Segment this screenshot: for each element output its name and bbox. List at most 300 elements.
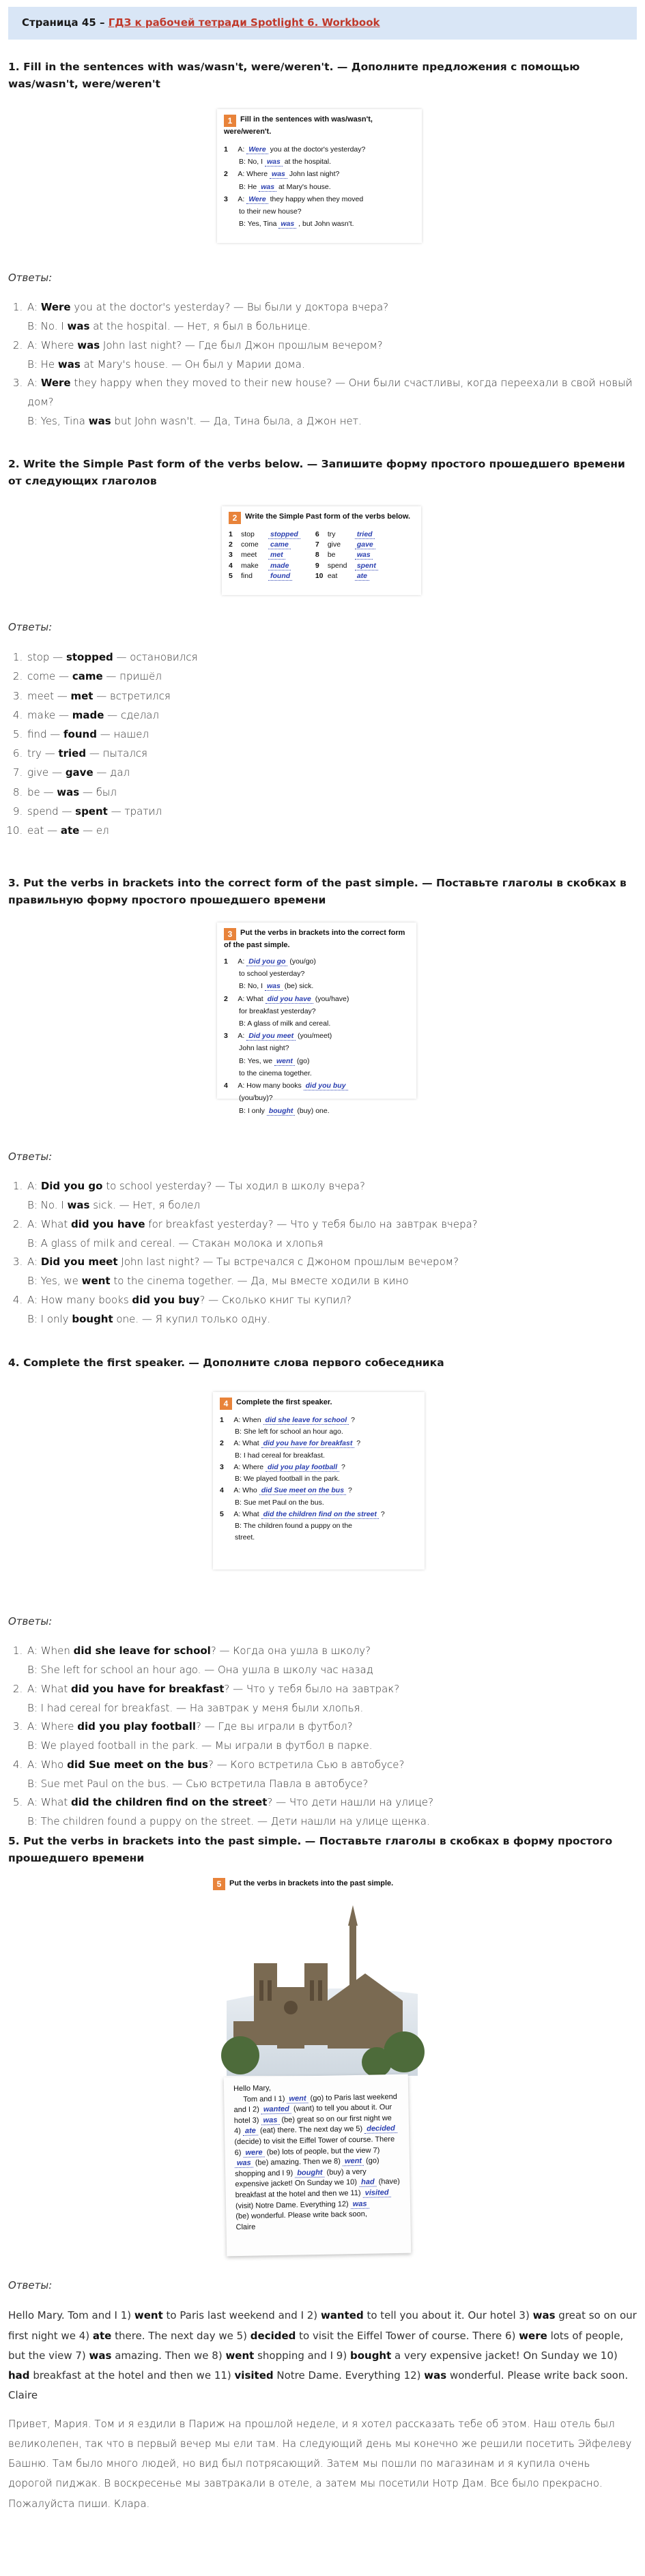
answer-item: [26, 744, 637, 763]
handwritten-answer: did you buy: [304, 1082, 348, 1090]
answer-text: B: I had cereal for breakfast. — На завтрак у меня были хлопья.: [27, 1701, 364, 1714]
answer-bold: was: [88, 414, 111, 427]
card-text: B: She left for school an hour ago.: [235, 1428, 343, 1436]
answers-label: Ответы:: [8, 1615, 53, 1627]
answer-line-b: [27, 356, 637, 375]
card-title: Complete the first speaker.: [236, 1398, 332, 1406]
answer-line-b: [27, 1699, 637, 1718]
card-text: A:: [238, 1032, 245, 1041]
answer-item: [26, 725, 637, 744]
card-text: ?: [356, 1439, 361, 1448]
answer-text: amazing. Then we 8): [111, 2349, 226, 2362]
card-header: [229, 512, 414, 524]
answer-bold: was: [67, 320, 90, 332]
exercise-2: [8, 456, 637, 490]
answer-bold: made: [72, 708, 104, 721]
card-text: B: Sue met Paul on the bus.: [235, 1498, 324, 1507]
exercise-number-badge: 3: [224, 928, 236, 940]
card-title: Write the Simple Past form of the verbs below.: [245, 512, 411, 521]
card-header: [220, 1398, 418, 1410]
handwritten-answer: spent: [355, 562, 378, 570]
answer-text: — был: [79, 785, 117, 798]
verb-base: find: [241, 571, 253, 580]
verb-base: stop: [241, 530, 255, 538]
line-number: 1: [220, 1416, 224, 1424]
cathedral-photo: [213, 1898, 425, 2076]
english-text: [8, 2306, 637, 2405]
answer-bold: found: [63, 728, 97, 740]
answer-text: ? — Когда она ушла в школу?: [210, 1645, 371, 1658]
answer-bold: bought: [72, 1312, 113, 1325]
exercise-1-image: [217, 109, 422, 243]
answer-text: make —: [27, 708, 72, 721]
exercise-4-image: [213, 1392, 425, 1569]
answer-line-b: [27, 412, 637, 431]
answer-bold: did you have: [71, 1217, 145, 1230]
answer-item: [26, 1680, 637, 1718]
exercise-heading: 5. Put the verbs in brackets into the past simple. — Поставьте глаголы в скобках в форму простого прошедшего времени: [8, 1835, 613, 1864]
answer-bold: was: [57, 785, 80, 798]
card-text: to school yesterday?: [239, 970, 305, 979]
card-line: [224, 1007, 410, 1017]
handwritten-answer: went: [287, 2094, 308, 2104]
card-text: to their new house?: [239, 207, 302, 216]
handwritten-answer: bought: [295, 2169, 324, 2178]
card-text: at the hospital.: [284, 158, 332, 167]
letter-text: Hello Mary,: [233, 2084, 271, 2094]
answers-label: Ответы:: [8, 621, 53, 633]
exercise-2-image: [222, 506, 421, 595]
letter-text: (be) wonderful. Please write back soon,: [235, 2210, 367, 2221]
line-number: 3: [224, 1032, 228, 1041]
answer-item: [26, 802, 637, 821]
card-text: B: Yes, we: [239, 1056, 273, 1065]
verb-row: [315, 530, 378, 540]
card-line: [224, 207, 415, 217]
answer-text: — нашел: [96, 728, 149, 740]
answers-label: Ответы:: [8, 272, 53, 284]
card-text: , but John wasn't.: [298, 220, 354, 229]
answer-line-b: [27, 1737, 637, 1756]
answer-text: — встретился: [93, 689, 171, 702]
line-number: 2: [220, 1439, 224, 1448]
card-line: [224, 194, 415, 205]
answers-5: [8, 2278, 637, 2514]
line-number: 3: [224, 194, 228, 203]
letter-text: (go) to Paris last weekend and I 2): [233, 2092, 397, 2115]
answer-item: [26, 1215, 637, 1254]
answer-line-b: [27, 1310, 637, 1329]
verb-row: [315, 540, 378, 550]
exercise-number-badge: 5: [213, 1878, 225, 1890]
verb-row: [229, 561, 300, 571]
answer-line-b: [27, 1272, 637, 1291]
answer-text: but John wasn't. — Да, Тина была, а Джон нет.: [111, 414, 362, 427]
answer-bold: did you have for breakfast: [71, 1682, 225, 1695]
answer-text: meet —: [27, 689, 71, 702]
card-text: A: Where: [238, 170, 268, 179]
answer-text: — ел: [79, 824, 109, 837]
letter-text: Claire: [235, 2223, 256, 2232]
exercise-heading: 2. Write the Simple Past form of the verbs below. — Запишите форму простого прошедшего времени от следующих глаголов: [8, 458, 625, 487]
answer-text: A: How many books: [27, 1293, 132, 1306]
answer-bold: Were: [40, 377, 71, 390]
answer-bold: was: [424, 2369, 447, 2382]
verb-number: 9: [315, 561, 319, 570]
answer-text: B: He: [27, 358, 58, 371]
line-number: 4: [220, 1486, 224, 1495]
handwritten-answer: wanted: [261, 2105, 291, 2115]
answer-text: — сделал: [104, 708, 159, 721]
line-number: 5: [220, 1509, 224, 1518]
answer-line-b: [27, 1234, 637, 1254]
card-text: B: Yes, Tina: [239, 220, 277, 229]
exercise-5-image: [213, 1878, 425, 2260]
handwritten-answer: ate: [243, 2127, 258, 2136]
verb-row: [315, 550, 378, 560]
answer-text: come —: [27, 670, 72, 683]
handwritten-answer: gave: [355, 540, 375, 549]
answer-bold: was: [67, 1199, 90, 1211]
answer-text: A: Where: [27, 338, 78, 351]
handwritten-answer: found: [268, 572, 292, 581]
answer-bold: did Sue meet on the bus: [67, 1758, 208, 1771]
card-text: A:: [238, 194, 245, 203]
answer-text: eat —: [27, 824, 61, 837]
card-text: B: A glass of milk and cereal.: [239, 1019, 331, 1028]
handwritten-answer: was: [261, 2116, 280, 2125]
card-title: Put the verbs in brackets into the past simple.: [229, 1879, 394, 1887]
answer-bold: was: [57, 358, 81, 371]
answer-text: B: No. I: [27, 320, 68, 332]
verb-column: [229, 530, 300, 581]
handwritten-answer: was: [351, 2199, 369, 2208]
answer-text: shopping and I 9): [254, 2349, 350, 2362]
verb-number: 6: [315, 530, 319, 538]
answer-text: B: The children found a puppy on the street. — Дети нашли на улице щенка.: [27, 1815, 430, 1827]
handwritten-answer: was: [270, 170, 287, 179]
card-line: [220, 1474, 418, 1484]
handwritten-answer: bought: [267, 1107, 296, 1116]
exercise-number-badge: 4: [220, 1398, 232, 1410]
answers-label: Ответы:: [8, 2279, 53, 2291]
card-text: A:: [238, 957, 245, 966]
answer-bold: did you play football: [77, 1720, 197, 1733]
verb-number: 4: [229, 561, 233, 570]
answer-line-a: [27, 1718, 637, 1737]
answer-text: you at the doctor's yesterday? — Вы были у доктора вчера?: [70, 301, 389, 314]
answers-4: [8, 1614, 637, 1832]
answer-bold: wanted: [320, 2309, 364, 2322]
answer-text: B: She left for school an hour ago. — Она ушла в школу час назад: [27, 1664, 373, 1676]
answer-line-a: [27, 1253, 637, 1272]
line-number: 4: [224, 1082, 228, 1090]
answer-item: [26, 783, 637, 802]
card-line: [224, 994, 410, 1004]
answer-bold: went: [81, 1275, 111, 1287]
letter-card: [224, 2074, 412, 2257]
handwritten-answer: was: [278, 220, 296, 229]
answer-text: ? — Что у тебя было на завтрак?: [224, 1682, 400, 1695]
answer-item: [26, 1718, 637, 1756]
letter-text: Tom and I 1): [243, 2094, 285, 2104]
card-text: B: He: [239, 182, 257, 191]
card-line: [220, 1533, 418, 1543]
answer-text: B: Yes, we: [27, 1275, 82, 1287]
answer-bold: did you buy: [132, 1293, 200, 1306]
answer-bold: was: [532, 2309, 556, 2322]
letter-text: (be) amazing. Then we 8): [255, 2157, 341, 2167]
answer-bold: was: [77, 338, 100, 351]
answer-text: ? — Сколько книг ты купил?: [199, 1293, 352, 1306]
card-line: [220, 1521, 418, 1531]
answer-line-a: [27, 1215, 637, 1234]
exercise-1: [8, 59, 637, 93]
answer-line-a: [27, 1642, 637, 1661]
handwritten-answer: was: [265, 982, 283, 991]
handwritten-answer: had: [359, 2178, 377, 2187]
answer-list: [8, 1177, 637, 1329]
handwritten-answer: was: [259, 183, 276, 192]
answer-text: to school yesterday? — Ты ходил в школу вчера?: [102, 1180, 365, 1193]
answers-label: Ответы:: [8, 1150, 53, 1163]
card-text: to the cinema together.: [239, 1069, 312, 1077]
handwritten-answer: Were: [246, 195, 268, 204]
card-text: ?: [351, 1416, 355, 1424]
verb-base: be: [327, 551, 336, 560]
answer-item: [26, 667, 637, 686]
answer-bold: was: [89, 2349, 112, 2362]
answer-line-b: [27, 1775, 637, 1794]
letter-text: (visit) Notre Dame. Everything 12): [235, 2199, 349, 2210]
letter-text: (decide) to visit the Eiffel Tower of course. There 6): [234, 2135, 395, 2157]
answer-item: [26, 374, 637, 431]
exercise-3: [8, 875, 637, 909]
answer-item: [26, 1177, 637, 1215]
answer-line-a: [27, 1291, 637, 1310]
answer-line-a: [27, 298, 637, 317]
answer-line-b: [27, 1196, 637, 1215]
answer-text: breakfast at the hotel and then we 11): [29, 2369, 235, 2382]
verb-row: [229, 571, 300, 581]
answer-text: one. — Я купил только одну.: [113, 1312, 271, 1325]
card-line: [224, 182, 415, 192]
workbook-link[interactable]: ГДЗ к рабочей тетради Spotlight 6. Workbook: [108, 16, 380, 29]
verb-number: 2: [229, 540, 233, 549]
card-line: [224, 1093, 410, 1103]
answer-text: to the cinema together. — Да, мы вместе ходили в кино: [110, 1275, 409, 1287]
card-line: [224, 1081, 410, 1091]
answer-text: A:: [27, 301, 41, 314]
answer-text: — дал: [93, 766, 130, 779]
exercise-heading: 4. Complete the first speaker. — Дополните слова первого собеседника: [8, 1357, 444, 1369]
card-line: [220, 1462, 418, 1473]
answer-text: John last night? — Ты встречался с Джоном прошлым вечером?: [117, 1256, 459, 1269]
answer-text: ? — Что дети нашли на улице?: [267, 1796, 434, 1809]
answer-line-b: [27, 317, 637, 336]
card-text: (you/have): [315, 994, 349, 1003]
answer-text: — пытался: [86, 747, 148, 760]
card-text: A: Who: [233, 1486, 257, 1495]
answer-text: find —: [27, 728, 64, 740]
card-text: street.: [235, 1533, 255, 1542]
card-text: (be) sick.: [284, 982, 314, 991]
answer-text: A: What: [27, 1217, 71, 1230]
answer-text: — остановился: [113, 651, 198, 664]
answer-text: sick. — Нет, я болел: [89, 1199, 201, 1211]
line-number: 3: [220, 1462, 224, 1471]
answer-item: [26, 1756, 637, 1794]
verb-base: make: [241, 561, 259, 570]
verb-number: 10: [315, 571, 324, 580]
answer-text: Hello Mary. Tom and I 1): [8, 2309, 134, 2322]
handwritten-answer: did you have: [266, 995, 313, 1004]
card-text: A: How many books: [238, 1082, 302, 1090]
verb-number: 3: [229, 551, 233, 560]
card-line: [224, 957, 410, 967]
answer-line-b: [27, 1661, 637, 1680]
answer-text: B: I only: [27, 1312, 72, 1325]
answer-text: B: Yes, Tina: [27, 414, 89, 427]
card-text: A: What: [233, 1439, 259, 1448]
line-number: 2: [224, 994, 228, 1003]
card-line: [224, 1069, 410, 1079]
answer-bold: Did you go: [40, 1180, 103, 1193]
answer-text: John last night? — Где был Джон прошлым вечером?: [100, 338, 383, 351]
handwritten-answer: decided: [364, 2124, 397, 2134]
card-line: [224, 169, 415, 179]
card-line: [224, 1019, 410, 1029]
answer-text: A:: [27, 1256, 41, 1269]
answer-bold: had: [8, 2369, 30, 2382]
line-number: 1: [224, 957, 228, 966]
answer-item: [26, 763, 637, 782]
card-line: [224, 145, 415, 155]
verb-base: give: [327, 540, 341, 549]
card-text: A: What: [238, 994, 263, 1003]
letter-text: (buy) a very expensive jacket! On Sunday we 10): [235, 2167, 367, 2189]
answer-bold: ate: [92, 2329, 112, 2342]
answer-item: [26, 821, 637, 840]
answer-text: try —: [27, 747, 59, 760]
answer-text: give —: [27, 766, 66, 779]
verb-row: [315, 561, 378, 571]
answer-line-a: [27, 1756, 637, 1775]
answer-text: lots of people, but the view 7): [8, 2329, 624, 2362]
handwritten-answer: Did you meet: [246, 1032, 296, 1041]
answer-bold: went: [134, 2309, 163, 2322]
card-line: [220, 1415, 418, 1426]
card-line: [224, 969, 410, 979]
answer-line-b: [27, 1812, 637, 1832]
verb-number: 8: [315, 551, 319, 560]
answer-text: A:: [27, 1180, 41, 1193]
verb-base: meet: [241, 551, 257, 560]
answer-item: [26, 1253, 637, 1291]
exercise-4: [8, 1355, 637, 1372]
answer-bold: went: [225, 2349, 255, 2362]
handwritten-answer: stopped: [268, 530, 300, 539]
breadcrumb: [8, 7, 637, 40]
card-text: B: I only: [239, 1106, 265, 1115]
answer-text: ? — Кого встретила Сью в автобусе?: [208, 1758, 405, 1771]
card-text: B: The children found a puppy on the: [235, 1521, 353, 1530]
verb-number: 5: [229, 571, 233, 580]
answer-item: [26, 298, 637, 336]
answer-item: [26, 1291, 637, 1329]
answer-text: wonderful. Please write back soon. Claire: [8, 2369, 629, 2402]
handwritten-answer: was: [355, 551, 373, 560]
card-text: A: Where: [233, 1462, 264, 1471]
answer-text: spend —: [27, 805, 76, 817]
exercise-number-badge: 2: [229, 512, 241, 524]
answer-item: [26, 686, 637, 706]
card-line: [220, 1486, 418, 1496]
answer-bold: did the children find on the street: [71, 1796, 268, 1809]
card-line: [224, 1043, 410, 1054]
handwritten-answer: was: [265, 158, 283, 167]
verb-row: [229, 540, 300, 550]
handwritten-answer: did the children find on the street: [261, 1510, 379, 1519]
answer-text: B: Sue met Paul on the bus. — Сью встретила Павла в автобусе?: [27, 1777, 369, 1790]
answers-1: [8, 270, 637, 431]
line-number: 1: [224, 145, 228, 154]
answer-line-a: [27, 1177, 637, 1196]
answer-bold: visited: [234, 2369, 274, 2382]
answer-text: B: A glass of milk and cereal. — Стакан молока и хлопья: [27, 1236, 324, 1249]
card-text: (you/buy)?: [239, 1094, 273, 1103]
answer-list: [8, 1642, 637, 1832]
card-line: [220, 1498, 418, 1508]
russian-translation: Привет, Мария. Том и я ездили в Париж на прошлой неделе, и я хотел рассказать тебе об этом. Наш отель был великолепен, так что в первый вечер мы ели там. На следующий день мы конечно же решили посетить Эйфелеву Башню. Там было много людей, но вид был потрясающий. Затем мы пошли по магазинам и я купила очень дорогой пиджак. В воскресенье мы завтракали в отеле, а затем мы посетили Нотр Дам. Все было прекрасно. Пожалуйста пиши. Клара.: [8, 2417, 632, 2510]
card-line: [220, 1427, 418, 1437]
answer-list: [8, 648, 637, 840]
letter-text: (be) great so on our first night we 4): [234, 2113, 392, 2136]
handwritten-answer: did you have for breakfast: [261, 1439, 355, 1448]
answer-bold: were: [519, 2329, 547, 2342]
verb-row: [229, 550, 300, 560]
answer-text: — пришёл: [102, 670, 162, 683]
answer-bold: ate: [60, 824, 80, 837]
letter-text: (want) to tell you about it. Our hotel 3): [233, 2103, 392, 2125]
card-line: [224, 1106, 410, 1116]
card-line: [220, 1509, 418, 1520]
verb-column: [315, 530, 378, 581]
card-text: B: We played football in the park.: [235, 1475, 340, 1484]
answer-text: for breakfast yesterday? — Что у тебя было на завтрак вчера?: [145, 1217, 478, 1230]
card-text: B: No, I: [239, 158, 263, 167]
card-text: ?: [347, 1486, 352, 1495]
exercise-3-image: [217, 923, 416, 1115]
card-text: ?: [380, 1509, 385, 1518]
answer-text: — тратил: [107, 805, 162, 817]
answer-text: there. The next day we 5): [111, 2329, 250, 2342]
exercise-number-badge: 1: [224, 115, 236, 127]
answer-text: a very expensive jacket! On Sunday we 10): [391, 2349, 618, 2362]
card-text: (you/meet): [298, 1032, 332, 1041]
handwritten-answer: did Sue meet on the bus: [259, 1486, 346, 1495]
answer-text: stop —: [27, 651, 66, 664]
card-header: [224, 115, 415, 138]
card-line: [224, 1031, 410, 1041]
card-text: (you/go): [289, 957, 316, 966]
verb-base: come: [241, 540, 259, 549]
card-text: A: When: [233, 1416, 261, 1424]
answer-bold: stopped: [66, 651, 113, 664]
card-text: (go): [296, 1056, 310, 1065]
answer-text: at the hospital. — Нет, я был в больнице.: [89, 320, 311, 332]
card-text: you at the doctor's yesterday?: [270, 145, 366, 154]
